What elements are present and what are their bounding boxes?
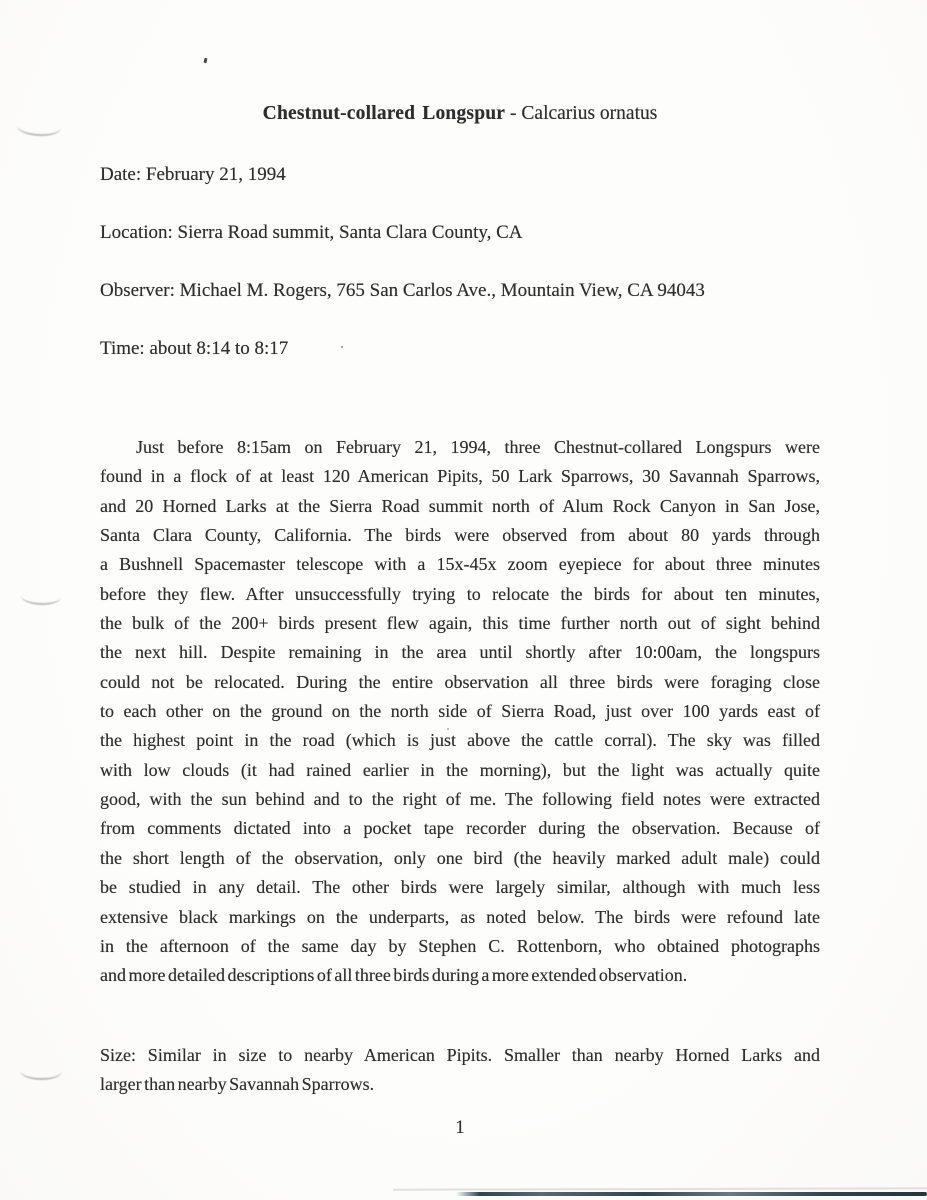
paragraph-line: the next hill. Despite remaining in the area until shortly after 10:00am, the longspurs — [100, 642, 820, 663]
species-scientific-name: Calcarius ornatus — [521, 103, 658, 124]
paragraph-line: the highest point in the road (which is just above the cattle corral). The sky was filled — [100, 730, 820, 751]
paragraph-line: in the afternoon of the same day by Stephen C. Rottenborn, who obtained photographs — [100, 935, 820, 956]
meta-line-date: Date: February 21, 1994 — [100, 164, 286, 185]
paragraph-line: could not be relocated. During the entire observation all three birds were foraging close — [100, 671, 820, 692]
ink-speck — [204, 58, 208, 64]
paragraph-line: to each other on the ground on the north side of Sierra Road, just over 100 yards east of — [100, 701, 820, 722]
page-number: 1 — [455, 1118, 465, 1138]
size-paragraph — [100, 1041, 820, 1100]
scanner-bottom-smudge-line — [456, 1192, 927, 1196]
paragraph-line: larger than nearby Savannah Sparrows. — [100, 1074, 375, 1095]
paragraph-line: Just before 8:15am on February 21, 1994, three Chestnut-collared Longspurs were — [136, 437, 820, 457]
scan-arc-mark-top — [17, 117, 62, 137]
scan-arc-mark-middle — [21, 587, 62, 605]
ink-dot-after-time — [341, 346, 343, 348]
paragraph-line: Size: Similar in size to nearby American Pipits. Smaller than nearby Horned Larks and — [100, 1045, 820, 1065]
paragraph-line: and 20 Horned Larks at the Sierra Road summit north of Alum Rock Canyon in San Jose, — [100, 495, 820, 516]
page-title — [100, 101, 820, 127]
title-separator: - — [505, 103, 522, 124]
paragraph-line: before they flew. After unsuccessfully trying to relocate the birds for about ten minutes, — [100, 583, 820, 604]
scan-arc-mark-bottom — [20, 1062, 62, 1081]
paragraph-line: with low clouds (it had rained earlier in the morning), but the light was actually quite — [100, 759, 820, 780]
paragraph-line: extensive black markings on the underparts, as noted below. The birds were refound late — [100, 906, 820, 927]
paragraph-line: Santa Clara County, California. The birds were observed from about 80 yards through — [100, 525, 820, 546]
ink-dot-midpage — [447, 728, 449, 730]
paragraph-line: found in a flock of at least 120 American Pipits, 50 Lark Sparrows, 30 Savannah Sparrows, — [100, 466, 820, 487]
scanner-edge-shadow — [393, 1187, 927, 1190]
body-paragraph — [100, 433, 820, 991]
paragraph-line: be studied in any detail. The other birds were largely similar, although with much less — [100, 877, 820, 898]
meta-line-time: Time: about 8:14 to 8:17 — [100, 338, 289, 359]
meta-line-location: Location: Sierra Road summit, Santa Clara County, CA — [100, 222, 523, 243]
paragraph-line: a Bushnell Spacemaster telescope with a 15x-45x zoom eyepiece for about three minutes — [100, 554, 820, 575]
species-common-name: Chestnut-collared Longspur — [262, 103, 506, 124]
paragraph-line: the short length of the observation, only one bird (the heavily marked adult male) could — [100, 847, 820, 868]
paragraph-line: and more detailed descriptions of all three birds during a more extended observation. — [100, 965, 688, 986]
meta-line-observer: Observer: Michael M. Rogers, 765 San Carlos Ave., Mountain View, CA 94043 — [100, 280, 705, 301]
paragraph-line: from comments dictated into a pocket tape recorder during the observation. Because of — [100, 818, 820, 839]
paragraph-line: good, with the sun behind and to the right of me. The following field notes were extracted — [100, 789, 820, 810]
paragraph-line: the bulk of the 200+ birds present flew again, this time further north out of sight behind — [100, 613, 820, 634]
